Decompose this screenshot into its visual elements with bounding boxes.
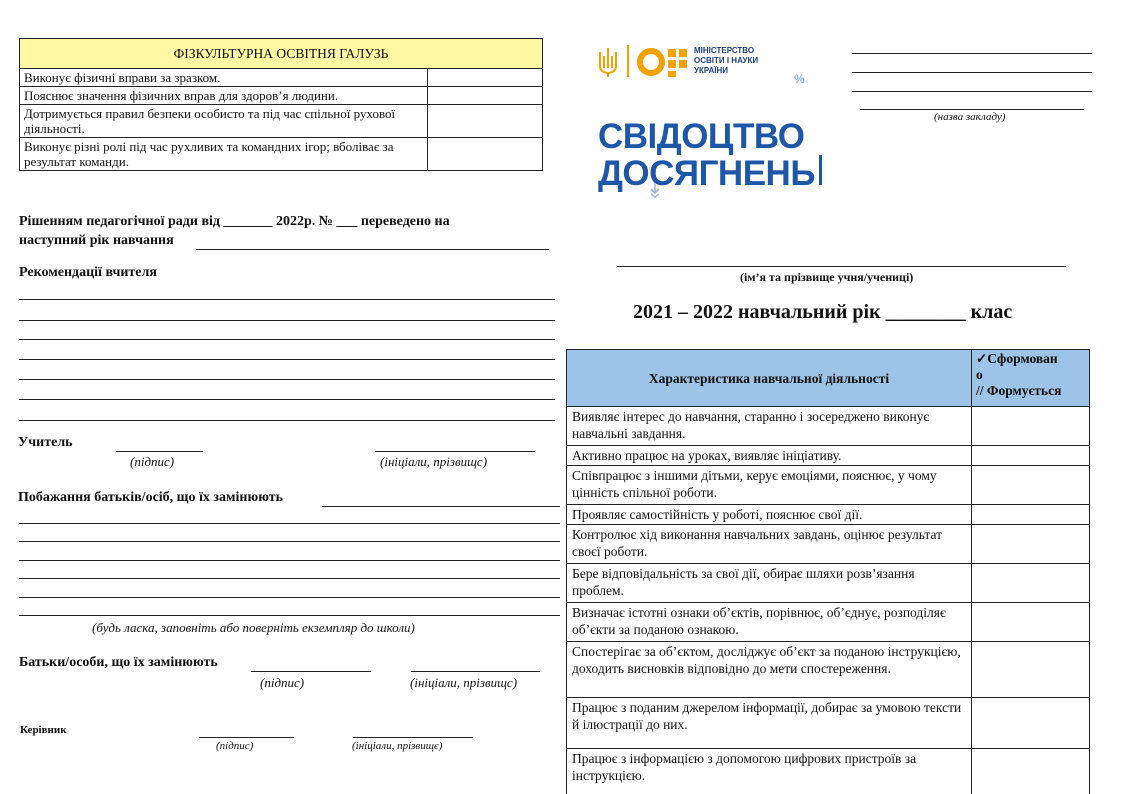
table-row <box>567 466 1090 505</box>
school-caption: (назва закладу) <box>934 111 1006 123</box>
characteristic-text: Активно працює на уроках, виявляє ініціативу. <box>567 446 972 466</box>
parents-wishes-label: Побажання батьків/осіб, що їх замінюють <box>18 490 283 505</box>
ministry-name: МІНІСТЕРСТВО ОСВІТИ І НАУКИ УКРАЇНИ <box>694 46 759 75</box>
status-mark-cell[interactable] <box>972 466 1090 505</box>
table-row <box>567 407 1090 446</box>
pe-table-header: ФІЗКУЛЬТУРНА ОСВІТНЯ ГАЛУЗЬ <box>20 39 543 69</box>
ministry-logo-icon <box>636 46 690 78</box>
teacher-label: Учитель <box>18 435 73 450</box>
status-mark-cell[interactable] <box>972 642 1090 698</box>
head-label: Керівник <box>20 724 67 736</box>
table-row <box>567 603 1090 642</box>
title-cursor-decoration <box>819 155 822 185</box>
pe-row-text: Виконує різні ролі під час рухливих та командних ігор; вболіває за результат команди. <box>20 138 428 171</box>
status-mark-cell[interactable] <box>972 698 1090 749</box>
wishes-line[interactable] <box>19 560 560 561</box>
pe-row-mark-cell[interactable] <box>428 138 543 171</box>
teacher-initials-caption: (ініціали, прізвищс) <box>380 454 488 469</box>
characteristic-text: Працює з інформацією з допомогою цифрових пристроїв за інструкцією. <box>567 749 972 794</box>
characteristic-text: Співпрацює з іншими дітьми, керує емоціями, пояснює, у чому цінність спільної роботи. <box>567 466 972 505</box>
characteristic-text: Визначає істотні ознаки об’єктів, порівнює, об’єднує, розподіляє об’єкти за поданою ознакою. <box>567 603 972 642</box>
table-row <box>20 105 543 138</box>
logo-divider <box>627 45 629 77</box>
characteristic-text: Контролює хід виконання навчальних завдань, оцінює результат своєї роботи. <box>567 525 972 564</box>
school-name-line[interactable] <box>852 91 1092 92</box>
pe-table <box>19 38 543 171</box>
teacher-signature-caption: (підпис) <box>130 454 175 469</box>
characteristics-header: Характеристика навчальної діяльності <box>567 350 972 407</box>
head-signature-caption: (підпис) <box>216 740 254 752</box>
status-mark-cell[interactable] <box>972 407 1090 446</box>
recommendations-label: Рекомендації вчителя <box>19 265 157 280</box>
recommendation-line[interactable] <box>19 379 555 380</box>
table-row <box>567 642 1090 698</box>
recommendation-line[interactable] <box>19 339 555 340</box>
recommendation-line[interactable] <box>19 299 555 300</box>
table-row <box>567 564 1090 603</box>
wishes-line[interactable] <box>322 506 560 507</box>
percent-decoration-icon: % <box>794 72 805 86</box>
table-row <box>20 87 543 105</box>
student-name-line[interactable] <box>617 266 1066 267</box>
wishes-line[interactable] <box>19 523 560 524</box>
characteristic-text: Бере відповідальність за свої дії, обирає шляхи розв’язання проблем. <box>567 564 972 603</box>
trident-icon <box>596 46 620 78</box>
table-row <box>567 749 1090 794</box>
pe-row-mark-cell[interactable] <box>428 87 543 105</box>
characteristics-table <box>566 349 1090 794</box>
parents-signature-line[interactable] <box>251 671 371 672</box>
status-mark-cell[interactable] <box>972 749 1090 794</box>
pe-row-text: Дотримується правил безпеки особисто та під час спільної рухової діяльності. <box>20 105 428 138</box>
status-mark-cell[interactable] <box>972 525 1090 564</box>
parents-initials-line[interactable] <box>411 671 540 672</box>
status-mark-cell[interactable] <box>972 603 1090 642</box>
pe-row-text: Пояснює значення фізичних вправ для здоров’я людини. <box>20 87 428 105</box>
student-caption: (ім’я та прізвище учня/учениці) <box>740 270 914 284</box>
table-row <box>567 505 1090 525</box>
characteristic-text: Проявляє самостійність у роботі, пояснює свої дії. <box>567 505 972 525</box>
decision-line-1: Рішенням педагогічної ради від _______ 2022р. № ___ переведено на <box>19 214 450 229</box>
decision-line-2: наступний рік навчання <box>19 233 174 248</box>
school-name-line[interactable] <box>852 53 1092 54</box>
pe-row-mark-cell[interactable] <box>428 69 543 87</box>
wishes-line[interactable] <box>19 597 560 598</box>
school-name-line[interactable] <box>860 109 1084 110</box>
parents-signature-caption: (підпис) <box>260 675 305 690</box>
academic-year-line: 2021 – 2022 навчальний рік ________ клас <box>633 301 1013 323</box>
wishes-line[interactable] <box>19 615 560 616</box>
wishes-line[interactable] <box>19 578 560 579</box>
wishes-line[interactable] <box>19 541 560 542</box>
table-row <box>20 69 543 87</box>
table-row <box>20 138 543 171</box>
table-row <box>567 525 1090 564</box>
recommendation-line[interactable] <box>19 420 555 421</box>
status-header: ✓Сформован о // Формується <box>972 350 1090 407</box>
arrow-down-decoration-icon <box>647 182 663 198</box>
table-row <box>567 698 1090 749</box>
characteristic-text: Спостерігає за об’єктом, досліджує об’єкт за поданою інструкцією, доходить висновків відповідно до мети спостереження. <box>567 642 972 698</box>
recommendation-line[interactable] <box>19 320 555 321</box>
parents-initials-caption: (ініціали, прізвищс) <box>410 675 518 690</box>
characteristic-text: Виявляє інтерес до навчання, старанно і зосереджено виконує навчальні завдання. <box>567 407 972 446</box>
recommendation-line[interactable] <box>19 359 555 360</box>
status-mark-cell[interactable] <box>972 564 1090 603</box>
head-initials-caption: (ініціали, прізвищє) <box>352 740 443 752</box>
status-mark-cell[interactable] <box>972 446 1090 466</box>
teacher-signature-line[interactable] <box>116 451 203 452</box>
certificate-title-line-2: ДОСЯГНЕНЬ <box>598 154 815 193</box>
certificate-title-line-1: СВІДОЦТВО <box>598 117 805 156</box>
table-row <box>567 446 1090 466</box>
head-initials-line[interactable] <box>353 737 473 738</box>
decision-fill-line[interactable] <box>196 249 549 250</box>
pe-row-text: Виконує фізичні вправи за зразком. <box>20 69 428 87</box>
characteristic-text: Працює з поданим джерелом інформації, добирає за умовою тексти й ілюстрації до них. <box>567 698 972 749</box>
wishes-note: (будь ласка, заповніть або поверніть екземпляр до школи) <box>92 620 415 635</box>
school-name-line[interactable] <box>852 72 1092 73</box>
status-mark-cell[interactable] <box>972 505 1090 525</box>
teacher-initials-line[interactable] <box>375 451 535 452</box>
pe-row-mark-cell[interactable] <box>428 105 543 138</box>
recommendation-line[interactable] <box>19 399 555 400</box>
head-signature-line[interactable] <box>199 737 294 738</box>
parents-label: Батьки/особи, що їх замінюють <box>19 655 218 670</box>
